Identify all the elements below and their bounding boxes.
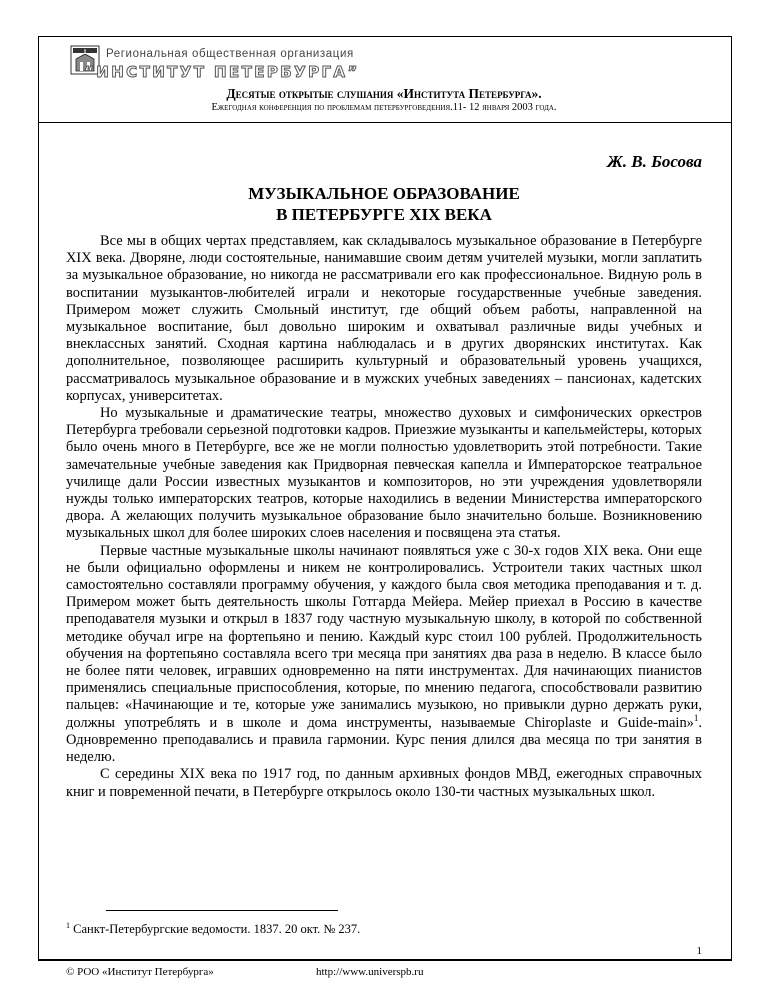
paragraph-1: Все мы в общих чертах представляем, как складывалось музыкальное образование в Петербурге XIX века. Дворяне, люди состоятельные, нанимавшие своим детям учителей музыки, могли заплатить за музыкальное образование, но никогда не рассматривали его как профессиональное. Видную роль в воспитании музыкантов-любителей играли и некоторые государственные учебные заведения. Примером может служить Смольный институт, где общий объем работы, направленной на музыкальное воспитание, был довольно широким и охватывал различные виды учебных и внеклассных занятий. Сходная картина наблюдалась и в других дворянских институтах. Как дополнительное, позволяющее расширить культурный и образовательный уровень учащихся, рассматривалось музыкальное образование и в мужских учебных заведениях – пансионах, кадетских корпусах, университетах. — [66, 233, 702, 404]
paragraph-3-text-b: . Одновременно преподавались и правила гармонии. Курс пения длился два месяца по три занятия в неделю. — [66, 714, 702, 766]
institute-name: “ИНСТИТУТ ПЕТЕРБУРГА” — [84, 63, 360, 81]
footer-divider — [38, 960, 732, 961]
header-divider — [38, 122, 732, 123]
article-title — [0, 183, 768, 225]
footnote-ref[interactable]: 1 — [693, 712, 699, 723]
paragraph-4: С середины XIX века по 1917 год, по данным архивных фондов МВД, ежегодных справочных книг и повременной печати, в Петербурге открылось около 130-ти частных музыкальных школ. — [66, 766, 702, 800]
footnote-text: Санкт-Петербургские ведомости. 1837. 20 окт. № 237. — [70, 922, 361, 936]
title-line-2: В ПЕТЕРБУРГЕ XIX ВЕКА — [276, 205, 492, 224]
paragraph-2: Но музыкальные и драматические театры, множество духовых и симфонических оркестров Петербурга требовали серьезной подготовки кадров. Приезжие музыканты и капельмейстеры, которых было очень много в Петербурге, все же не могли полностью удовлетворить этой потребности. Такие замечательные учебные заведения как Придворная певческая капелла и Императорское театральное училище дали России известных музыкантов и композиторов, но эти учреждения удовлетворяли нужды только императорских театров, которые находились в ведении Министерства императорского двора. А желающих получить музыкальное образование было значительно больше. Возникновению музыкальных школ для более широких слоев населения и посвящена эта статья. — [66, 405, 702, 542]
conference-title: Десятые открытые слушания «Института Петербурга». — [226, 86, 542, 101]
org-line: Региональная общественная организация — [106, 48, 354, 60]
paragraph-3 — [66, 543, 702, 767]
paragraph-3-text-a: Первые частные музыкальные школы начинают появляться уже с 30-х годов XIX века. Они еще не были официально оформлены и никем не контролировались. Устроители таких частных школ самостоятельно составляли программу обучения, у каждого была своя методика преподавания и т. д. Примером может быть деятельность школы Готгарда Мейера. Мейер приехал в Россию в качестве преподавателя музыки и открыл в 1837 году частную музыкальную школу, в которой по собственной методике обучал игре на фортепьяно и пению. Каждый курс стоил 100 рублей. Продолжительность обучения на фортепьяно составляла всего три месяца при занятиях два раза в неделю. В классе было не более пяти человек, игравших одновременно на пяти инструментах. Для начинающих пианистов применялись специальные приспособления, которые, по мнению педагога, способствовали развитию пальцев: «Начинающие и те, которые уже занимались музыкою, но привыкли дурно держать руки, должны употреблять и в школе и дома инструменты, называемые Chiroplaste и Guide-main» — [66, 542, 702, 731]
footnote-divider — [106, 910, 338, 911]
footer-copyright: © РОО «Институт Петербурга» — [66, 966, 214, 978]
footnote — [66, 922, 360, 937]
title-line-1: МУЗЫКАЛЬНОЕ ОБРАЗОВАНИЕ — [248, 184, 520, 203]
footnote-mark: 1 — [66, 920, 70, 930]
page-number: 1 — [696, 945, 702, 957]
article-body — [66, 233, 702, 801]
footer-url[interactable]: http://www.universpb.ru — [316, 966, 424, 978]
author-name: Ж. В. Босова — [607, 152, 702, 171]
conference-subtitle: Ежегодная конференция по проблемам петербурговедения.11- 12 января 2003 года. — [211, 102, 557, 113]
